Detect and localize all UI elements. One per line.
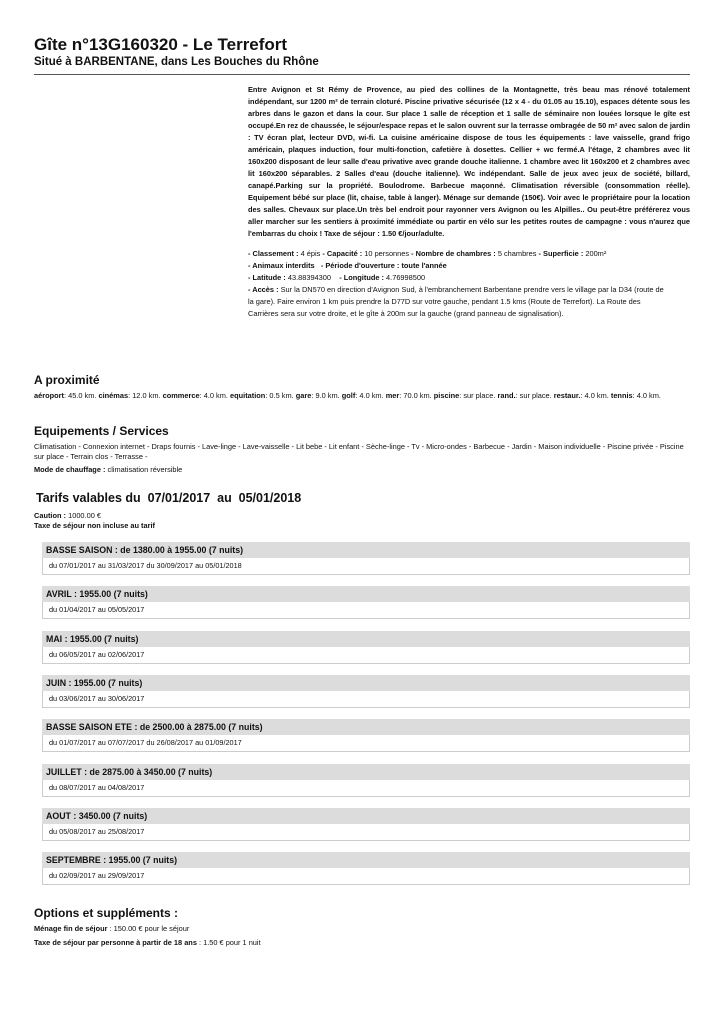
chambres-value: 5 chambres (497, 249, 537, 258)
superficie-label: - Superficie : (538, 249, 584, 258)
season-block (42, 852, 690, 885)
acces-label: - Accès : (248, 285, 279, 294)
proximite-item-label: piscine (433, 391, 460, 400)
season-dates: du 03/06/2017 au 30/06/2017 (42, 691, 690, 708)
chauffage-label: Mode de chauffage : (34, 465, 106, 474)
equipements-list: Climatisation - Connexion internet - Draps fournis - Lave-linge - Lave-vaisselle - Lit bebe - Lit enfant - Sèche-linge - Tv - Micro-ondes - Barbecue - Jardin - Maison individuelle - Piscine privée - Piscine sur place - Terrain clos - Terrasse - (34, 442, 684, 461)
proximite-item-value: : 4.0 km. (355, 391, 386, 400)
proximite-item-value: : 9.0 km. (311, 391, 342, 400)
caution-label: Caution : (34, 511, 67, 520)
option-label: Ménage fin de séjour (34, 924, 110, 933)
page-subtitle: Situé à BARBENTANE, dans Les Bouches du Rhône (34, 56, 319, 68)
specs-list (248, 248, 690, 320)
proximite-item-value: : sur place. (459, 391, 498, 400)
classement-label: - Classement : (248, 249, 299, 258)
option-item (34, 924, 534, 934)
proximite-list (34, 391, 690, 401)
proximite-item-label: rand. (497, 391, 516, 400)
proximite-item-label: equitation (230, 391, 266, 400)
proximite-item (163, 391, 230, 400)
caution-block (34, 511, 434, 531)
chauffage-value: climatisation réversible (107, 465, 183, 474)
proximite-item-label: mer (385, 391, 400, 400)
proximite-item-value: : 45.0 km. (63, 391, 99, 400)
proximite-item (554, 391, 611, 400)
season-block (42, 764, 690, 797)
option-value: : 150.00 € pour le séjour (109, 924, 190, 933)
proximite-title: A proximité (34, 373, 100, 387)
proximite-item (342, 391, 386, 400)
season-dates: du 02/09/2017 au 29/09/2017 (42, 868, 690, 885)
season-block (42, 675, 690, 708)
capacite-label: - Capacité : (322, 249, 363, 258)
option-label: Taxe de séjour par personne à partir de 18 ans (34, 938, 199, 947)
proximite-item-label: restaur. (553, 391, 581, 400)
season-block (42, 808, 690, 841)
taxe-note: Taxe de séjour non incluse au tarif (34, 521, 156, 530)
specs-line-1 (248, 248, 690, 260)
season-dates: du 01/07/2017 au 07/07/2017 du 26/08/2017 au 01/09/2017 (42, 735, 690, 752)
proximite-item (434, 391, 498, 400)
proximite-item-label: gare (295, 391, 312, 400)
proximite-item-value: : 12.0 km. (128, 391, 163, 400)
description-text: Entre Avignon et St Rémy de Provence, au pied des collines de la Montagnette, très beau mas rénové totalement indépendant, sur 1200 m² de terrain cloturé. Piscine privative sécurisée (12 x 4 - du 01.05 au 15.10), espaces détente sous les arbres dans le gazon et dans la cour. Sur place 1 salle de réception et 1 salle de séminaire non louées lorsque le gîte est occupé.En rez de chaussée, le séjour/espace repas et le salon ouvrent sur la terrasse ombragée de 50 m² avec salon de jardin : TV écran plat, lecteur DVD, wi-fi. La cuisine américaine dispose de tous les équipements : lave vaisselle, grand frigo américain, plaques induction, four multi-fonction, cafetière à dosettes. Cellier + wc fermé.A l'étage, 2 chambres avec lit 160x200 disposant de leur salle d'eau privative avec grande douche italienne. 1 chambre avec lit 160x200 et 2 chambres avec lit 160x200 séparables. 2 Salles d'eau (douche italienne). Wc indépendant. Salle de jeux avec jeux de société, billard, canapé.Parking sur la propriété. Boulodrome. Barbecue maçonné. Climatisation réversible (consommation réelle). Equipement bébé sur place (lit, chaise, table à langer). Ménage sur demande (150€). Voir avec le propriétaire pour la location des salles. Chevaux sur place.Un très bel endroit pour rayonner vers Avignon ou les Alpilles.. Ou peut-être préférerez vous aller marcher sur les sentiers à proximité immédiate ou partir en vélo sur les petites routes de campagne : vous n'aurez que l'embarras du choix ! Taxe de séjour : 1.50 €/jour/adulte. (248, 85, 690, 238)
classement-value: 4 épis (300, 249, 321, 258)
specs-line-4 (248, 284, 668, 320)
caution-line (34, 511, 434, 521)
latitude-label: - Latitude : (248, 273, 286, 282)
periode-label: - Période d'ouverture : toute l'année (320, 261, 447, 270)
season-dates: du 05/08/2017 au 25/08/2017 (42, 824, 690, 841)
proximite-item (497, 391, 553, 400)
season-dates: du 08/07/2017 au 04/08/2017 (42, 780, 690, 797)
proximite-item-value: : 4.0 km. (632, 391, 661, 400)
proximite-item-label: cinémas (98, 391, 129, 400)
season-dates: du 07/01/2017 au 31/03/2017 du 30/09/2017 au 05/01/2018 (42, 558, 690, 575)
proximite-item-label: commerce (162, 391, 200, 400)
chauffage-line (34, 465, 690, 475)
proximite-item-value: : 4.0 km. (580, 391, 611, 400)
superficie-value: 200m² (585, 249, 607, 258)
animaux-label: - Animaux interdits (248, 261, 315, 270)
option-item (34, 938, 534, 948)
options-list (34, 924, 534, 952)
tarifs-title: Tarifs valables du 07/01/2017 au 05/01/2018 (36, 491, 302, 505)
season-block (42, 631, 690, 664)
season-block (42, 719, 690, 752)
acces-value: Sur la DN570 en direction d'Avignon Sud, à l'embranchement Barbentane prendre vers le village par la D34 (route de la gare). Faire environ 1 km puis prendre la D77D sur votre gauche, pendant 1.5 kms (Route de Terrefort). La Route des Carrières sera sur votre droite, et le gîte à 200m sur la gauche (grand panneau de signalisation). (248, 285, 664, 318)
specs-line-3 (248, 272, 690, 284)
proximite-item-value: : sur place. (515, 391, 554, 400)
season-dates: du 06/05/2017 au 02/06/2017 (42, 647, 690, 664)
proximite-item-label: aéroport (34, 391, 64, 400)
option-value: : 1.50 € pour 1 nuit (198, 938, 261, 947)
proximite-item-value: : 70.0 km. (399, 391, 434, 400)
season-title: AOUT : 3450.00 (7 nuits) (42, 808, 690, 824)
proximite-item-label: tennis (610, 391, 633, 400)
proximite-item (296, 391, 342, 400)
proximite-item (34, 391, 99, 400)
description-block (248, 84, 690, 320)
caution-value: 1000.00 € (68, 511, 101, 520)
equipements-block (34, 442, 690, 475)
page-title: Gîte n°13G160320 - Le Terrefort (34, 35, 288, 54)
proximite-item (230, 391, 296, 400)
proximite-item-value: : 4.0 km. (199, 391, 230, 400)
longitude-value: 4.76998500 (386, 273, 426, 282)
season-title: JUIN : 1955.00 (7 nuits) (42, 675, 690, 691)
season-title: AVRIL : 1955.00 (7 nuits) (42, 586, 690, 602)
season-dates: du 01/04/2017 au 05/05/2017 (42, 602, 690, 619)
capacite-value: 10 personnes (364, 249, 410, 258)
specs-line-2 (248, 260, 690, 272)
season-title: BASSE SAISON ETE : de 2500.00 à 2875.00 (7 nuits) (42, 719, 690, 735)
page-header (34, 34, 690, 75)
latitude-value: 43.88394300 (287, 273, 332, 282)
equipements-title: Equipements / Services (34, 424, 169, 438)
proximite-item-value: : 0.5 km. (265, 391, 296, 400)
season-title: SEPTEMBRE : 1955.00 (7 nuits) (42, 852, 690, 868)
season-block (42, 586, 690, 619)
proximite-item-label: golf (341, 391, 356, 400)
season-title: BASSE SAISON : de 1380.00 à 1955.00 (7 nuits) (42, 542, 690, 558)
season-title: MAI : 1955.00 (7 nuits) (42, 631, 690, 647)
season-title: JUILLET : de 2875.00 à 3450.00 (7 nuits) (42, 764, 690, 780)
season-block (42, 542, 690, 575)
longitude-label: - Longitude : (339, 273, 384, 282)
proximite-item (386, 391, 434, 400)
chambres-label: - Nombre de chambres : (411, 249, 496, 258)
proximite-item (611, 391, 661, 400)
options-title: Options et suppléments : (34, 906, 179, 920)
proximite-item (99, 391, 163, 400)
